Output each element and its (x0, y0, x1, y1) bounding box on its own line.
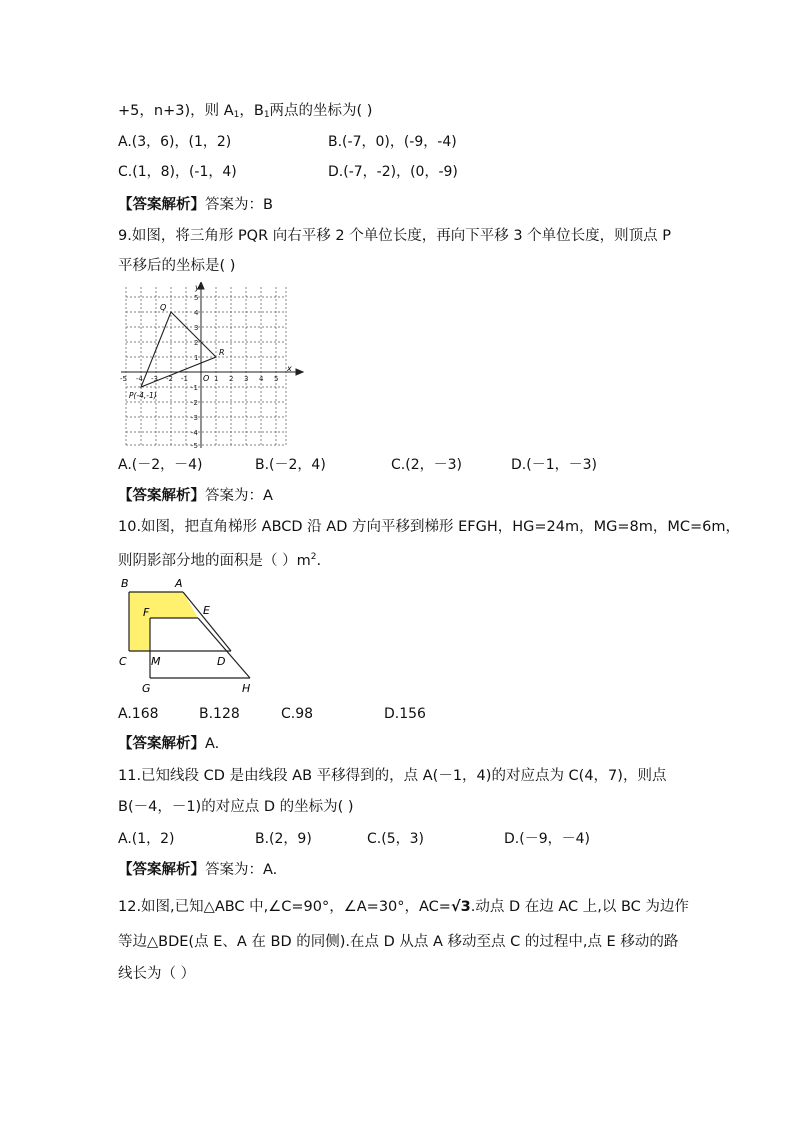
q8-option-b: B.(-7，0)，(-9，-4) (328, 134, 457, 150)
q9-label-r: R (219, 348, 225, 357)
q9-grid (126, 287, 286, 445)
q10-trapezoid-efgh (150, 618, 250, 678)
q11-option-c: C.(5，3) (367, 831, 424, 847)
q9-x-tick: 3 (244, 375, 249, 383)
q12-stem-line1: 12.如图,已知△ABC 中,∠C=90°，∠A=30°，AC=√3.动点 D 在边 AC 上,以 BC 为边作 (118, 899, 689, 915)
q9-x-tick: -1 (181, 375, 188, 383)
q10-label-a: A (175, 577, 183, 590)
q9-x-tick: 4 (259, 375, 264, 383)
q9-y-tick: 2 (194, 339, 199, 347)
q9-y-tick: 5 (194, 294, 199, 302)
q10-option-c: C.98 (281, 706, 314, 722)
q8-option-a: A.(3，6)，(1，2) (118, 134, 232, 150)
q10-option-d: D.156 (384, 706, 426, 722)
q9-y-tick: -3 (191, 414, 198, 422)
q9-option-d: D.(－1，－3) (511, 457, 597, 473)
q8-option-d: D.(-7，-2)，(0，-9) (328, 164, 458, 180)
q9-coordinate-figure (115, 282, 310, 450)
q10-stem-line2: 则阴影部分地的面积是（ ）$m^2$. (118, 552, 322, 569)
q10-label-h: H (242, 682, 251, 695)
q10-label-m: M (151, 655, 161, 668)
q9-x-axis-label: x (287, 364, 292, 373)
q9-y-axis-label: y (195, 283, 200, 292)
q11-answer: 【答案解析】答案为：A. (118, 862, 278, 878)
q9-answer: 【答案解析】答案为：A (118, 488, 273, 504)
q11-stem-line1: 11.已知线段 CD 是由线段 AB 平移得到的，点 A(－1，4)的对应点为 C(4，7)，则点 (118, 768, 667, 784)
q9-y-tick: 4 (194, 309, 199, 317)
q10-trapezoid-figure (115, 574, 265, 696)
q9-x-tick: -2 (166, 375, 173, 383)
q10-label-b: B (121, 577, 129, 590)
q11-stem-line2: B(－4，－1)的对应点 D 的坐标为( ) (118, 799, 354, 815)
q9-label-q: Q (160, 303, 167, 312)
q8-stem: +5，n+3)，则 $A_1$，$B_1$两点的坐标为( ) (118, 103, 373, 120)
q9-y-tick: -2 (191, 399, 198, 407)
q10-option-a: A.168 (118, 706, 159, 722)
q10-label-d: D (217, 655, 226, 668)
q10-label-c: C (119, 655, 127, 668)
q9-x-tick: 2 (229, 375, 234, 383)
q10-label-f: F (143, 606, 150, 619)
q8-answer: 【答案解析】答案为：B (118, 197, 273, 213)
q9-label-p: P(-4,-1) (129, 391, 157, 400)
q10-label-g: G (142, 682, 151, 695)
q10-shaded-region (129, 592, 198, 651)
q12-stem-line3: 线长为（ ） (118, 966, 196, 982)
q10-stem-line1: 10.如图，把直角梯形 ABCD 沿 AD 方向平移到梯形 EFGH，HG=24m，MG=8m，MC=6m， (118, 519, 740, 535)
q9-x-tick: -5 (120, 375, 127, 383)
q9-option-b: B.(－2，4) (255, 457, 326, 473)
q9-x-tick: 5 (274, 375, 279, 383)
q9-y-tick: -1 (191, 384, 198, 392)
q11-option-a: A.(1，2) (118, 831, 175, 847)
q11-option-b: B.(2，9) (255, 831, 312, 847)
q9-x-tick: 1 (214, 375, 219, 383)
q10-option-b: B.128 (199, 706, 240, 722)
q8-option-c: C.(1，8)，(-1，4) (118, 164, 237, 180)
q9-y-tick: 3 (194, 324, 199, 332)
q10-label-e: E (203, 604, 210, 617)
q9-y-tick: -5 (191, 442, 198, 450)
q9-stem-line1: 9.如图，将三角形 PQR 向右平移 2 个单位长度，再向下平移 3 个单位长度，则顶点 P (118, 228, 672, 244)
q9-stem-line2: 平移后的坐标是( ) (118, 258, 236, 274)
q9-option-c: C.(2，－3) (391, 457, 462, 473)
q11-option-d: D.(－9，－4) (504, 831, 590, 847)
q10-answer: 【答案解析】A. (118, 736, 220, 752)
q9-y-tick: -4 (191, 429, 198, 437)
q9-option-a: A.(－2，－4) (118, 457, 203, 473)
q9-y-tick: 1 (194, 354, 199, 362)
q9-origin-label: O (203, 374, 210, 383)
q12-stem-line2: 等边△BDE(点 E、A 在 BD 的同侧).在点 D 从点 A 移动至点 C 的过程中,点 E 移动的路 (118, 934, 679, 950)
q9-x-tick: -3 (151, 375, 158, 383)
q9-x-tick: -4 (136, 375, 143, 383)
